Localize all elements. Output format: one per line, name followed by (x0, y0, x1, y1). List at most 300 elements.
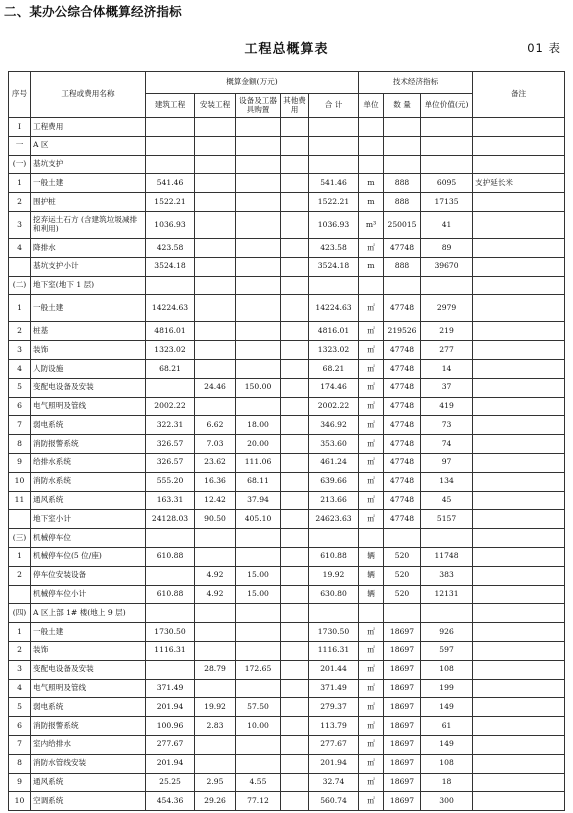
row-qty: 47748 (384, 472, 421, 491)
table-row (9, 341, 565, 360)
row-total: 174.46 (309, 378, 359, 397)
row-qty: 18697 (384, 735, 421, 754)
row-unit: ㎡ (359, 491, 384, 510)
header-amount-group: 概算金额(万元) (146, 72, 359, 94)
row-seq: 2 (9, 193, 31, 212)
row-remark (473, 238, 565, 257)
row-remark (473, 491, 565, 510)
row-total: 371.49 (309, 679, 359, 698)
row-unit-value: 61 (421, 717, 473, 736)
table-row (9, 529, 565, 548)
table-row (9, 276, 565, 295)
row-name: A 区 (31, 136, 146, 155)
row-total: 3524.18 (309, 257, 359, 276)
row-remark (473, 585, 565, 604)
row-building: 610.88 (146, 547, 195, 566)
row-equipment (236, 174, 281, 193)
row-install (195, 623, 236, 642)
row-remark (473, 472, 565, 491)
row-other (281, 735, 309, 754)
row-unit (359, 155, 384, 174)
row-building (146, 276, 195, 295)
row-qty: 47748 (384, 491, 421, 510)
row-name: A 区上部 1# 楼(地上 9 层) (31, 604, 146, 623)
row-unit-value: 89 (421, 238, 473, 257)
row-name: 消防水管线安装 (31, 754, 146, 773)
row-seq: 10 (9, 792, 31, 811)
row-name: 消防报警系统 (31, 435, 146, 454)
row-remark (473, 547, 565, 566)
row-seq: (二) (9, 276, 31, 295)
row-building: 25.25 (146, 773, 195, 792)
row-remark (473, 529, 565, 548)
row-seq: (一) (9, 155, 31, 174)
row-building: 1522.21 (146, 193, 195, 212)
table-row (9, 754, 565, 773)
row-building (146, 136, 195, 155)
row-equipment: 111.06 (236, 453, 281, 472)
row-other (281, 174, 309, 193)
row-unit-value: 2979 (421, 295, 473, 322)
row-install: 4.92 (195, 566, 236, 585)
row-unit-value: 149 (421, 735, 473, 754)
row-equipment (236, 118, 281, 137)
row-unit-value (421, 529, 473, 548)
table-row (9, 416, 565, 435)
row-qty: 18697 (384, 641, 421, 660)
table-row (9, 698, 565, 717)
row-other (281, 341, 309, 360)
row-remark (473, 773, 565, 792)
row-equipment (236, 623, 281, 642)
row-qty (384, 118, 421, 137)
row-unit (359, 276, 384, 295)
row-equipment (236, 641, 281, 660)
row-building (146, 604, 195, 623)
row-equipment (236, 359, 281, 378)
row-equipment (236, 679, 281, 698)
row-unit: ㎡ (359, 453, 384, 472)
table-row (9, 510, 565, 529)
row-total (309, 136, 359, 155)
row-name: 空调系统 (31, 792, 146, 811)
table-row (9, 378, 565, 397)
row-building (146, 378, 195, 397)
row-building: 454.36 (146, 792, 195, 811)
row-install: 2.95 (195, 773, 236, 792)
row-qty: 47748 (384, 359, 421, 378)
table-title: 工程总概算表 (244, 42, 329, 57)
row-total: 213.66 (309, 491, 359, 510)
table-row (9, 397, 565, 416)
table-body (9, 118, 565, 811)
row-unit-value: 41 (421, 211, 473, 238)
row-building (146, 118, 195, 137)
row-other (281, 397, 309, 416)
header-install: 安装工程 (195, 94, 236, 118)
row-seq: 8 (9, 754, 31, 773)
row-total: 1116.31 (309, 641, 359, 660)
row-total: 68.21 (309, 359, 359, 378)
row-unit (359, 604, 384, 623)
row-building (146, 660, 195, 679)
row-other (281, 416, 309, 435)
row-total: 1730.50 (309, 623, 359, 642)
table-row (9, 193, 565, 212)
row-install (195, 257, 236, 276)
table-row (9, 773, 565, 792)
row-building: 2002.22 (146, 397, 195, 416)
row-total: 4816.01 (309, 322, 359, 341)
row-install (195, 529, 236, 548)
row-equipment (236, 735, 281, 754)
row-other (281, 604, 309, 623)
row-unit: ㎡ (359, 641, 384, 660)
row-qty: 18697 (384, 660, 421, 679)
table-number: 01 表 (527, 41, 561, 55)
row-name: 变配电设备及安装 (31, 660, 146, 679)
row-other (281, 322, 309, 341)
row-seq: 6 (9, 397, 31, 416)
row-name: 消防报警系统 (31, 717, 146, 736)
row-install: 28.79 (195, 660, 236, 679)
row-qty: 18697 (384, 717, 421, 736)
row-equipment: 18.00 (236, 416, 281, 435)
row-remark (473, 735, 565, 754)
table-row (9, 295, 565, 322)
row-unit-value: 926 (421, 623, 473, 642)
row-remark (473, 623, 565, 642)
row-total: 423.58 (309, 238, 359, 257)
row-unit-value: 45 (421, 491, 473, 510)
row-other (281, 585, 309, 604)
row-equipment (236, 211, 281, 238)
row-other (281, 773, 309, 792)
row-building: 1323.02 (146, 341, 195, 360)
table-row (9, 735, 565, 754)
row-building: 14224.63 (146, 295, 195, 322)
row-unit-value (421, 118, 473, 137)
row-other (281, 378, 309, 397)
row-name: 电气照明及管线 (31, 397, 146, 416)
row-unit-value: 39670 (421, 257, 473, 276)
row-unit-value: 597 (421, 641, 473, 660)
row-remark (473, 660, 565, 679)
row-install: 4.92 (195, 585, 236, 604)
row-unit: ㎡ (359, 341, 384, 360)
table-row (9, 257, 565, 276)
row-unit: ㎡ (359, 623, 384, 642)
row-total: 19.92 (309, 566, 359, 585)
row-building: 277.67 (146, 735, 195, 754)
row-seq: 2 (9, 566, 31, 585)
row-equipment (236, 322, 281, 341)
row-unit: ㎡ (359, 359, 384, 378)
table-row (9, 472, 565, 491)
row-building: 4816.01 (146, 322, 195, 341)
row-unit: ㎡ (359, 792, 384, 811)
row-unit: ㎡ (359, 378, 384, 397)
row-equipment: 4.55 (236, 773, 281, 792)
row-qty: 18697 (384, 698, 421, 717)
row-remark (473, 322, 565, 341)
row-other (281, 792, 309, 811)
row-other (281, 257, 309, 276)
row-other (281, 529, 309, 548)
row-total: 279.37 (309, 698, 359, 717)
row-building: 3524.18 (146, 257, 195, 276)
row-remark (473, 118, 565, 137)
row-name: 装饰 (31, 341, 146, 360)
row-building: 68.21 (146, 359, 195, 378)
row-equipment: 10.00 (236, 717, 281, 736)
row-name: 基坑支护 (31, 155, 146, 174)
row-unit: m³ (359, 211, 384, 238)
row-remark (473, 136, 565, 155)
row-qty: 520 (384, 566, 421, 585)
row-seq: 3 (9, 660, 31, 679)
row-unit-value (421, 604, 473, 623)
row-qty: 520 (384, 547, 421, 566)
row-building: 555.20 (146, 472, 195, 491)
row-unit-value (421, 276, 473, 295)
table-row (9, 585, 565, 604)
row-equipment: 37.94 (236, 491, 281, 510)
row-building (146, 529, 195, 548)
row-seq: 5 (9, 698, 31, 717)
row-name: 桩基 (31, 322, 146, 341)
row-equipment: 15.00 (236, 585, 281, 604)
row-unit-value (421, 155, 473, 174)
row-equipment (236, 295, 281, 322)
row-equipment: 405.10 (236, 510, 281, 529)
row-seq: 11 (9, 491, 31, 510)
row-install (195, 359, 236, 378)
row-remark (473, 341, 565, 360)
row-qty: 47748 (384, 510, 421, 529)
table-row (9, 566, 565, 585)
table-row (9, 322, 565, 341)
row-seq: 1 (9, 174, 31, 193)
row-unit-value: 419 (421, 397, 473, 416)
row-name: 消防水系统 (31, 472, 146, 491)
row-equipment (236, 529, 281, 548)
row-name: 地下室(地下 1 层) (31, 276, 146, 295)
row-seq: 1 (9, 547, 31, 566)
table-header (9, 72, 565, 118)
row-building: 541.46 (146, 174, 195, 193)
row-remark (473, 435, 565, 454)
row-building: 1036.93 (146, 211, 195, 238)
row-seq: 3 (9, 341, 31, 360)
row-unit: ㎡ (359, 472, 384, 491)
table-row (9, 547, 565, 566)
section-heading: 二、某办公综合体概算经济指标 (4, 4, 182, 19)
row-unit-value: 199 (421, 679, 473, 698)
row-qty: 18697 (384, 773, 421, 792)
row-equipment (236, 397, 281, 416)
header-seq: 序号 (9, 72, 31, 118)
row-equipment: 77.12 (236, 792, 281, 811)
row-unit (359, 118, 384, 137)
row-total: 630.80 (309, 585, 359, 604)
row-equipment: 15.00 (236, 566, 281, 585)
row-install: 24.46 (195, 378, 236, 397)
table-row (9, 604, 565, 623)
row-total (309, 276, 359, 295)
table-row (9, 641, 565, 660)
header-equipment: 设备及工器具购置 (236, 94, 281, 118)
row-unit-value: 6095 (421, 174, 473, 193)
row-name: 地下室小计 (31, 510, 146, 529)
row-equipment (236, 193, 281, 212)
row-total: 277.67 (309, 735, 359, 754)
row-unit-value: 73 (421, 416, 473, 435)
row-other (281, 155, 309, 174)
row-other (281, 698, 309, 717)
row-building: 322.31 (146, 416, 195, 435)
row-unit: ㎡ (359, 435, 384, 454)
row-unit-value: 5157 (421, 510, 473, 529)
row-building: 326.57 (146, 453, 195, 472)
row-qty: 18697 (384, 792, 421, 811)
row-other (281, 491, 309, 510)
row-seq: 1 (9, 623, 31, 642)
row-remark (473, 193, 565, 212)
table-row (9, 174, 565, 193)
row-equipment: 20.00 (236, 435, 281, 454)
row-remark (473, 679, 565, 698)
row-unit: ㎡ (359, 510, 384, 529)
row-unit-value: 97 (421, 453, 473, 472)
table-row (9, 660, 565, 679)
row-unit: ㎡ (359, 717, 384, 736)
row-install: 90.50 (195, 510, 236, 529)
row-building: 371.49 (146, 679, 195, 698)
row-other (281, 660, 309, 679)
row-building: 326.57 (146, 435, 195, 454)
row-name: 电气照明及管线 (31, 679, 146, 698)
row-unit-value: 18 (421, 773, 473, 792)
row-equipment: 172.65 (236, 660, 281, 679)
table-row (9, 435, 565, 454)
row-seq: 3 (9, 211, 31, 238)
row-building: 1730.50 (146, 623, 195, 642)
row-install (195, 641, 236, 660)
row-total: 541.46 (309, 174, 359, 193)
row-other (281, 566, 309, 585)
row-building: 610.88 (146, 585, 195, 604)
row-seq: 6 (9, 717, 31, 736)
row-unit-value: 17135 (421, 193, 473, 212)
row-remark (473, 276, 565, 295)
row-total: 113.79 (309, 717, 359, 736)
row-seq: 9 (9, 453, 31, 472)
row-unit: ㎡ (359, 416, 384, 435)
row-install: 2.83 (195, 717, 236, 736)
table-row (9, 238, 565, 257)
row-name: 机械停车位小计 (31, 585, 146, 604)
row-unit-value: 37 (421, 378, 473, 397)
row-unit: m (359, 193, 384, 212)
row-total: 201.44 (309, 660, 359, 679)
row-remark (473, 792, 565, 811)
row-seq: 7 (9, 735, 31, 754)
row-install: 16.36 (195, 472, 236, 491)
table-row (9, 136, 565, 155)
header-unit-value: 单位价值(元) (421, 94, 473, 118)
row-other (281, 641, 309, 660)
row-qty: 47748 (384, 378, 421, 397)
row-remark (473, 510, 565, 529)
row-install (195, 322, 236, 341)
row-seq: 4 (9, 679, 31, 698)
table-row (9, 453, 565, 472)
row-qty (384, 529, 421, 548)
row-equipment (236, 547, 281, 566)
row-name: 工程费用 (31, 118, 146, 137)
row-qty: 47748 (384, 435, 421, 454)
row-equipment: 57.50 (236, 698, 281, 717)
row-qty (384, 276, 421, 295)
table-row (9, 359, 565, 378)
row-remark (473, 416, 565, 435)
row-total (309, 155, 359, 174)
row-seq: (四) (9, 604, 31, 623)
row-seq: 4 (9, 238, 31, 257)
row-qty: 219526 (384, 322, 421, 341)
row-name: 人防设施 (31, 359, 146, 378)
row-unit-value: 383 (421, 566, 473, 585)
row-unit-value: 219 (421, 322, 473, 341)
row-qty (384, 155, 421, 174)
row-remark (473, 378, 565, 397)
row-unit: m (359, 257, 384, 276)
row-remark (473, 566, 565, 585)
row-qty: 47748 (384, 453, 421, 472)
row-unit: 辆 (359, 547, 384, 566)
row-install (195, 174, 236, 193)
row-building: 163.31 (146, 491, 195, 510)
row-qty: 47748 (384, 416, 421, 435)
row-total (309, 604, 359, 623)
table-row (9, 792, 565, 811)
row-unit-value: 149 (421, 698, 473, 717)
row-unit: ㎡ (359, 397, 384, 416)
row-install (195, 211, 236, 238)
row-name: 变配电设备及安装 (31, 378, 146, 397)
row-equipment: 150.00 (236, 378, 281, 397)
row-unit-value: 14 (421, 359, 473, 378)
row-building: 201.94 (146, 754, 195, 773)
row-total: 610.88 (309, 547, 359, 566)
row-install: 19.92 (195, 698, 236, 717)
row-building (146, 155, 195, 174)
row-other (281, 472, 309, 491)
row-name: 通风系统 (31, 491, 146, 510)
row-total: 201.94 (309, 754, 359, 773)
row-qty (384, 604, 421, 623)
row-install (195, 397, 236, 416)
row-remark (473, 453, 565, 472)
row-name: 一般土建 (31, 623, 146, 642)
row-name: 机械停车位 (31, 529, 146, 548)
header-other: 其他费用 (281, 94, 309, 118)
header-qty: 数 量 (384, 94, 421, 118)
row-qty: 47748 (384, 295, 421, 322)
row-other (281, 754, 309, 773)
row-other (281, 679, 309, 698)
